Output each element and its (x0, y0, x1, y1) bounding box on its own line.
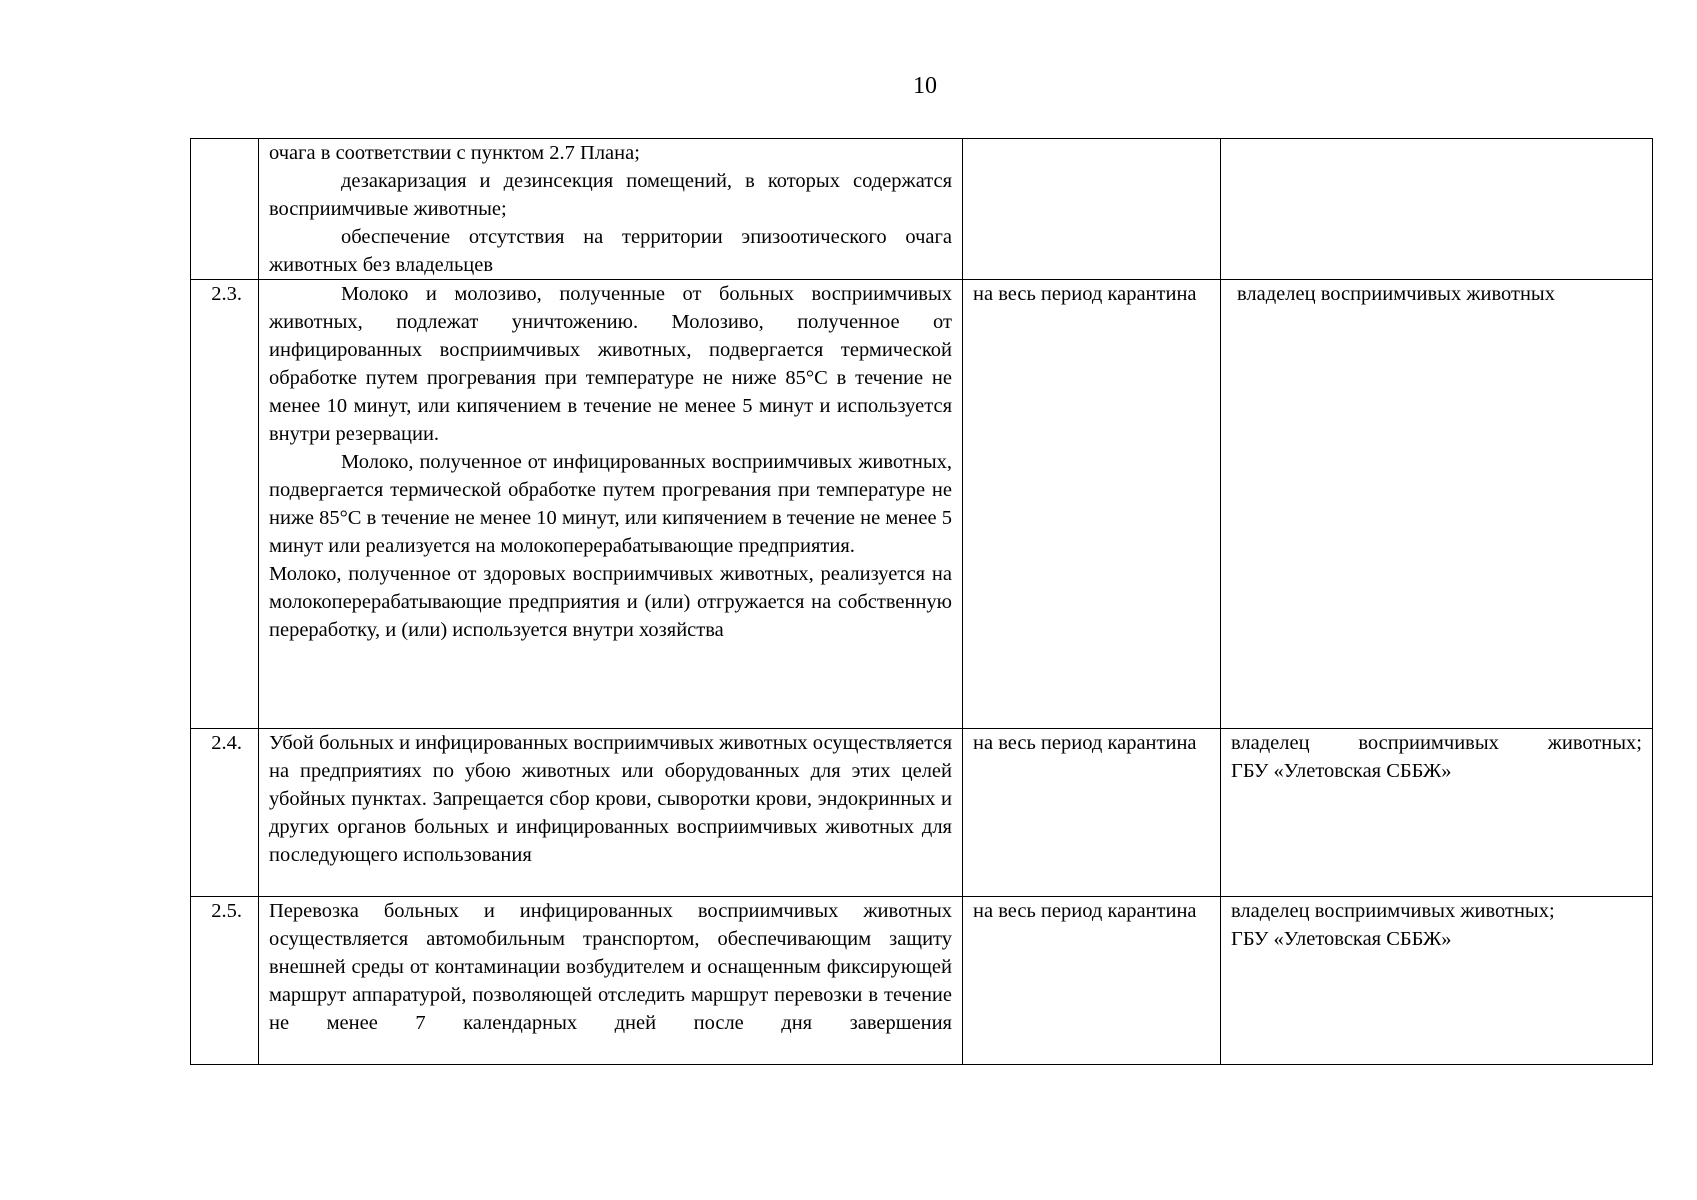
page-number: 10 (913, 73, 937, 99)
table-row (191, 897, 1653, 1065)
row-description (259, 729, 963, 897)
period-text: на весь период карантина (973, 900, 1197, 922)
paragraph: Перевозка больных и инфицированных восприимчивых животных осуществляется автомобильным транспортом, обеспечивающим защиту внешней среды от контаминации возбудителем и оснащенным фиксирующей маршрут аппаратурой, позволяющей отследить маршрут перевозки в течение не менее 7 календарных дней после дня завершения (269, 900, 952, 1034)
responsible-text: владелец восприимчивых животных (1237, 283, 1555, 305)
row-description (259, 897, 963, 1065)
table-row (191, 280, 1653, 729)
paragraph: Молоко и молозиво, полученные от больных восприимчивых животных, подлежат уничтожению. Молозиво, полученное от инфицированных восприимчивых животных, подвергается термической обработке путем прогревания при температуре не ниже 85°С в течение не менее 10 минут, или кипячением в течение не менее 5 минут и используется внутри резервации. (269, 283, 952, 445)
row-number: 2.3. (191, 280, 259, 729)
row-responsible (1221, 139, 1653, 280)
responsible-text: владелец восприимчивых животных; (1231, 732, 1642, 754)
row-description (259, 139, 963, 280)
row-period (963, 897, 1221, 1065)
paragraph: Молоко, полученное от инфицированных восприимчивых животных, подвергается термической обработке путем прогревания при температуре не ниже 85°С в течение не менее 10 минут, или кипячением в течение не менее 5 минут или реализуется на молокоперерабатывающие предприятия. (269, 451, 952, 557)
paragraph: Молоко, полученное от здоровых восприимчивых животных, реализуется на молокоперерабатывающие предприятия и (или) отгружается на собственную переработку, и (или) используется внутри хозяйства (269, 563, 952, 641)
responsible-text: ГБУ «Улетовская СББЖ» (1231, 760, 1452, 782)
row-description (259, 280, 963, 729)
row-responsible (1221, 280, 1653, 729)
responsible-text: владелец восприимчивых животных; (1231, 900, 1555, 922)
row-period (963, 139, 1221, 280)
paragraph: Убой больных и инфицированных восприимчивых животных осуществляется на предприятиях по убою животных или оборудованных для этих целей убойных пунктах. Запрещается сбор крови, сыворотки крови, эндокринных и других органов больных и инфицированных восприимчивых животных для последующего использования (269, 732, 953, 866)
measures-table (190, 138, 1653, 1065)
responsible-text: ГБУ «Улетовская СББЖ» (1231, 928, 1452, 950)
period-text: на весь период карантина (973, 732, 1197, 754)
paragraph: обеспечение отсутствия на территории эпизоотического очага животных без владельцев (269, 226, 952, 276)
table-row (191, 729, 1653, 897)
row-responsible (1221, 729, 1653, 897)
paragraph: очага в соответствии с пунктом 2.7 Плана; (269, 142, 640, 164)
paragraph: дезакаризация и дезинсекция помещений, в которых содержатся восприимчивые животные; (269, 170, 952, 220)
row-responsible (1221, 897, 1653, 1065)
row-period (963, 729, 1221, 897)
period-text: на весь период карантина (973, 283, 1197, 305)
row-period (963, 280, 1221, 729)
row-number: 2.4. (191, 729, 259, 897)
row-number (191, 139, 259, 280)
table-row (191, 139, 1653, 280)
row-number: 2.5. (191, 897, 259, 1065)
